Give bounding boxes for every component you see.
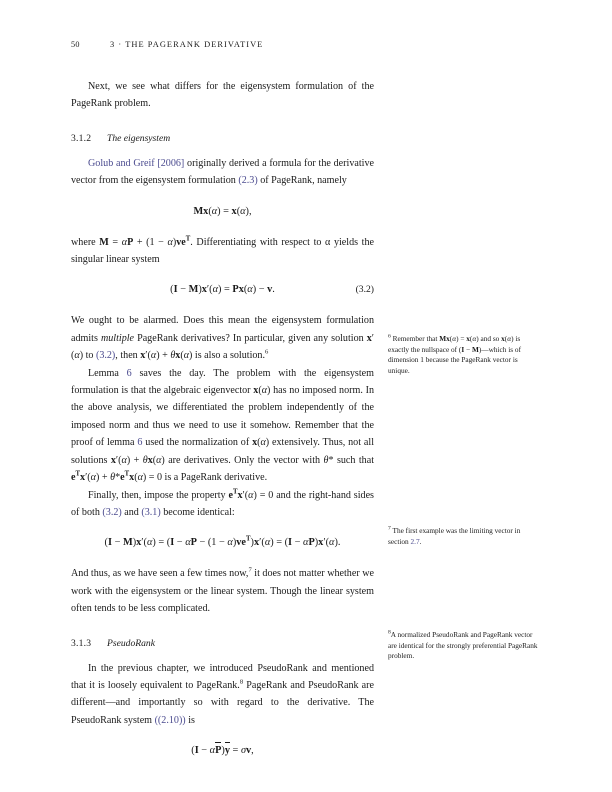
margin-note-text: A normalized PseudoRank and PageRank vector are identical for the strongly preferential PageRank problem.	[388, 630, 538, 661]
paragraph-text: Lemma	[88, 367, 127, 379]
citation-link-golub-greif[interactable]: Golub and Greif [2006]	[88, 157, 185, 169]
equation-xref-2-3[interactable]: (2.3)	[238, 175, 258, 187]
margin-note-marker: 7	[388, 525, 391, 532]
margin-note-6	[388, 334, 540, 376]
footnote-marker-8[interactable]: 8	[239, 678, 244, 686]
paragraph-text: , then x′(α) + θx(α) is also a solution.	[115, 350, 265, 362]
margin-note-marker: 6	[388, 333, 391, 340]
paragraph-text: PageRank and PseudoRank are different—and importantly so with regard to the derivative. The PseudoRank system	[71, 679, 375, 726]
section-heading-3-1-2	[71, 132, 374, 146]
equation-number-3-2: (3.2)	[355, 284, 374, 296]
margin-note-text: The first example was the limiting vector in section 2.7.	[388, 526, 521, 546]
paragraph-text: used the normalization of x(α) extensively. Thus, not all solutions x′(α) + θx(α) are derivatives. Only the vector with θ* such that $e^Tx'(\alpha) + \theta*e^Tx(\alpha) = 0$ is a PageRank derivative.	[71, 437, 374, 484]
paragraph-lemma-6	[71, 365, 374, 487]
equation-xref-3-2-second[interactable]: (3.2)	[102, 506, 122, 518]
lemma-ref-6-second[interactable]: 6	[137, 437, 143, 449]
equation-xref-2-10[interactable]: ((2.10))	[154, 714, 186, 726]
section-title: The eigensystem	[107, 132, 171, 144]
equation-body: Mx(α) = x(α),	[193, 205, 252, 217]
margin-note-8	[388, 630, 540, 662]
paragraph-intro: Next, we see what differs for the eigensystem formulation of the PageRank problem.	[71, 81, 374, 110]
equation-xref-3-1[interactable]: (3.1)	[141, 506, 161, 518]
paragraph-text: is	[185, 714, 195, 726]
paragraph-text: saves the day. The problem with the eigensystem formulation is that the algebraic eigenvector x(α) has no imposed norm. In the above analysis, we differentiated the problem independently of the imposed norm and thus we need to use it somehow. Remember that the proof of lemma	[71, 367, 374, 449]
lemma-ref-6[interactable]: 6	[126, 367, 132, 379]
paragraph-text: become identical:	[160, 506, 235, 518]
paragraph-text: Finally, then, impose the property $e^Tx'(\alpha) = 0$ and the right-hand sides of both	[71, 488, 374, 518]
emphasis-multiple: multiple	[100, 332, 135, 344]
equation-xref-3-2[interactable]: (3.2)	[95, 350, 116, 362]
margin-note-marker: 8	[388, 629, 391, 636]
equation-3-2	[71, 282, 374, 298]
paragraph-text: PageRank derivatives? In particular, given any solution x′(α) to	[71, 332, 374, 362]
paragraph-text: We ought to be alarmed. Does this mean the eigensystem formulation admits	[71, 315, 374, 344]
page-number: 50	[71, 40, 80, 49]
equation-body: $(I - M)x'(\alpha) = (I - \alpha P - (1 - \alpha)ve^T)x'(\alpha) = (I - \alpha P)x'(\alpha)$.	[104, 535, 341, 549]
section-number: 3.1.3	[71, 637, 92, 649]
paragraph-text: it does not matter whether we work with the eigensystem or the linear system. Though the linear system often tends to be less complicated.	[71, 568, 374, 615]
section-number: 3.1.2	[71, 132, 92, 144]
paragraph-text: . Differentiating with respect to α yields the singular linear system	[71, 236, 375, 266]
paragraph-text: In the previous chapter, we introduced PseudoRank and mentioned that it is loosely equivalent to PageRank.	[71, 662, 374, 691]
paragraph-text: of PageRank, namely	[257, 175, 347, 187]
paragraph-where-M	[71, 234, 374, 269]
paragraph-text: and	[121, 506, 142, 518]
equation-eigensystem	[71, 204, 374, 220]
margin-note-7	[388, 526, 540, 547]
paragraph-text: where	[71, 236, 100, 248]
running-head	[0, 40, 612, 54]
footnote-marker-6[interactable]: 6	[265, 348, 269, 356]
inline-math: $M = \alpha P + (1 - \alpha)ve^T$	[99, 235, 191, 248]
section-xref-2-7[interactable]: 2.7	[410, 536, 420, 546]
paragraph-text: And thus, as we have seen a few times now,	[71, 568, 249, 580]
paragraph-alarmed	[71, 312, 374, 364]
paragraph-text: originally derived a formula for the derivative vector from the eigensystem formulation	[71, 157, 374, 187]
paragraph-golub-greif	[71, 155, 374, 190]
equation-body: (I − αP)y = σv,	[191, 745, 254, 756]
chapter-running-title: 3 · THE PAGERANK DERIVATIVE	[110, 40, 264, 49]
section-heading-3-1-3	[71, 637, 374, 651]
paragraph-pseudorank-intro	[71, 660, 374, 730]
margin-note-text: Remember that Mx(α) = x(α) and so x(α) is exactly the nullspace of (I − M)—which is of dimension 1 because the PageRank vector is unique.	[388, 334, 521, 375]
equation-identical	[71, 535, 374, 551]
main-text-column	[71, 78, 374, 773]
equation-pseudorank	[71, 743, 374, 759]
paragraph-finally-impose	[71, 487, 374, 522]
paragraph-and-thus	[71, 565, 374, 617]
footnote-marker-7[interactable]: 7	[248, 566, 252, 574]
equation-body: (I − M)x′(α) = Px(α) − v.	[170, 284, 275, 296]
section-title: PseudoRank	[107, 637, 155, 649]
